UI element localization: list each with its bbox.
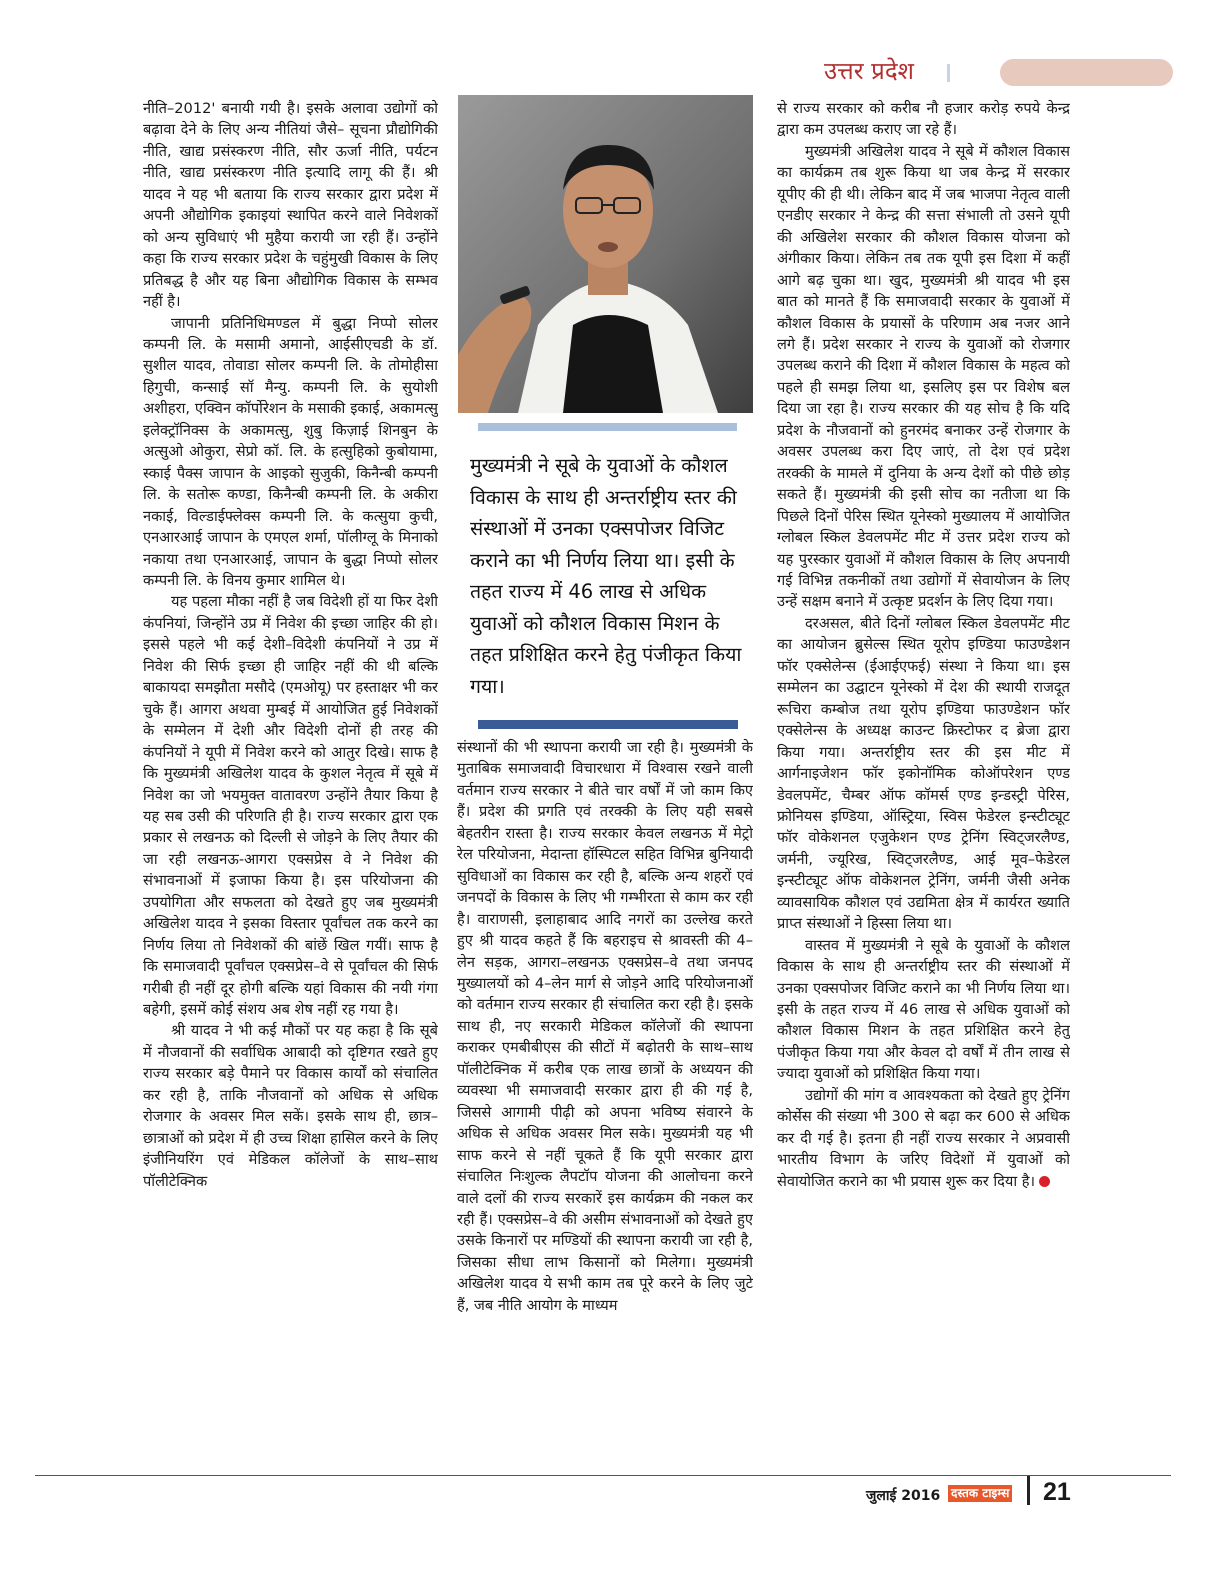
section-title: उत्तर प्रदेश <box>824 57 914 85</box>
article-column-3 <box>777 98 1070 1460</box>
footer-vertical-divider <box>1027 1476 1030 1505</box>
paragraph: यह पहला मौका नहीं है जब विदेशी हों या फिर देशी कंपनियां, जिन्होंने उप्र में निवेश की इच्छा जाहिर की हो। इससे पहले भी कई देशी–विदेशी कंपनियों ने उप्र में निवेश की सिर्फ इच्छा ही जाहिर नहीं की थी बल्कि बाकायदा समझौता मसौदे (एमओयू) पर हस्ताक्षर भी कर चुके हैं। आगरा अथवा मुम्बई में आयोजित हुई निवेशकों के सम्मेलन में देशी और विदेशी दोनों ही तरह की कंपनियों ने यूपी में निवेश करने को आतुर दिखे। साफ है कि मुख्यमंत्री अखिलेश यादव के कुशल नेतृत्व में सूबे में निवेश का जो भयमुक्त वातावरण उन्होंने तैयार किया है यह सब उसी की परिणति ही है। राज्य सरकार द्वारा एक प्रकार से लखनऊ को दिल्ली से जोड़ने के लिए तैयार की जा रही लखनऊ-आगरा एक्सप्रेस वे ने निवेश की संभावनाओं में इजाफा किया है। इस परियोजना की उपयोगिता और सफलता को देखते हुए जब मुख्यमंत्री अखिलेश यादव ने इसका विस्तार पूर्वांचल तक करने का निर्णय लिया तो निवेशकों की बांछें खिल गयीं। साफ है कि समाजवादी पूर्वांचल एक्सप्रेस–वे से पूर्वांचल की सिर्फ गरीबी ही नहीं दूर होगी बल्कि यहां विकास की नयी गंगा बहेगी, इसमें कोई संशय अब शेष नहीं रह गया है। <box>143 593 438 1019</box>
paragraph: से राज्य सरकार को करीब नौ हजार करोड़ रुपये केन्द्र द्वारा कम उपलब्ध कराए जा रहे हैं। <box>777 100 1070 139</box>
magazine-logo: दस्तक टाइम्स <box>948 1485 1012 1502</box>
paragraph: उद्योगों की मांग व आवश्यकता को देखते हुए ट्रेनिंग कोर्सेस की संख्या भी 300 से बढ़ा कर 600 से अधिक कर दी गई है। इतना ही नहीं राज्य सरकार ने अप्रवासी भारतीय विभाग के जरिए विदेशों में युवाओं को सेवायोजित कराने का भी प्रयास शुरू कर दिया है। <box>777 1086 1070 1190</box>
paragraph: संस्थानों की भी स्थापना करायी जा रही है। मुख्यमंत्री के मुताबिक समाजवादी विचारधारा में विश्वास रखने वाली वर्तमान राज्य सरकार ने बीते चार वर्षों में जो काम किए हैं। प्रदेश की प्रगति एवं तरक्की के लिए यही सबसे बेहतरीन रास्ता है। राज्य सरकार केवल लखनऊ में मेट्रो रेल परियोजना, मेदान्ता हॉस्पिटल सहित विभिन्न बुनियादी सुविधाओं का विकास कर रही है, बल्कि अन्य शहरों एवं जनपदों के विकास के लिए भी गम्भीरता से काम कर रही है। वाराणसी, इलाहाबाद आदि नगरों का उल्लेख करते हुए श्री यादव कहते हैं कि बहराइच से श्रावस्ती की 4–लेन सड़क, आगरा–लखनऊ एक्सप्रेस–वे तथा जनपद मुख्यालयों को 4–लेन मार्ग से जोड़ने आदि परियोजनाओं को वर्तमान राज्य सरकार ही संचालित करा रही है। इसके साथ ही, नए सरकारी मेडिकल कॉलेजों की स्थापना कराकर एमबीबीएस की सीटों में बढ़ोतरी के साथ–साथ पॉलीटेक्निक में करीब एक लाख छात्रों के अध्ययन की व्यवस्था भी समाजवादी सरकार द्वारा ही की गई है, जिससे आगामी पीढ़ी को अपना भविष्य संवारने के अधिक से अधिक अवसर मिल सके। मुख्यमंत्री यह भी साफ करने से नहीं चूकते हैं कि यूपी सरकार द्वारा संचालित निःशुल्क लैपटॉप योजना की आलोचना करने वाले दलों की राज्य सरकारें इस कार्यक्रम की नकल कर रही हैं। एक्सप्रेस–वे की असीम संभावनाओं को देखते हुए उसके किनारों पर मण्डियों की स्थापना करायी जा रही है, जिसका सीधा लाभ किसानों को मिलेगा। मुख्यमंत्री अखिलेश यादव ये सभी काम तब पूरे करने के लिए जुटे हैं, जब नीति आयोग के माध्यम <box>457 739 753 1314</box>
pull-quote <box>458 418 753 732</box>
paragraph: दरअसल, बीते दिनों ग्लोबल स्किल डेवलपमेंट मीट का आयोजन ब्रुसेल्स स्थित यूरोप इण्डिया फाउण्डेशन फॉर एक्सेलेन्स (ईआईएफई) संस्था ने किया था। इस सम्मेलन का उद्घाटन यूनेस्को में देश की स्थायी राजदूत रूचिरा कम्बोज तथा यूरोप इण्डिया फाउण्डेशन फॉर एक्सेलेन्स के अध्यक्ष काउन्ट क्रिस्टोफर द ब्रेजा द्वारा किया गया। अन्तर्राष्ट्रीय स्तर की इस मीट में आर्गनाइजेशन फॉर इकोनॉमिक कोऑपरेशन एण्ड डेवलपमेंट, चैम्बर ऑफ कॉमर्स एण्ड इन्डस्ट्री पेरिस, फ्रोनियस इण्डिया, ऑस्ट्रिया, स्विस फेडेरल इन्स्टीट्यूट फॉर वोकेशनल एजुकेशन एण्ड ट्रेनिंग स्विट्जरलैण्ड, जर्मनी, ज्यूरिख, स्विट्जरलैण्ड, आई मूव–फेडेरल इन्स्टीट्यूट ऑफ वोकेशनल ट्रेनिंग, जर्मनी जैसी अनेक व्यावसायिक कौशल एवं उद्यमिता क्षेत्र में कार्यरत ख्याति प्राप्त संस्थाओं ने हिस्सा लिया था। <box>777 614 1070 933</box>
title-divider <box>947 64 950 82</box>
paragraph: श्री यादव ने भी कई मौकों पर यह कहा है कि सूबे में नौजवानों की सर्वाधिक आबादी को दृष्टिगत रखते हुए राज्य सरकार बड़े पैमाने पर विकास कार्यों को संचालित कर रही है, ताकि नौजवानों को अधिक से अधिक रोजगार के अवसर मिल सकें। इसके साथ ही, छात्र–छात्राओं को प्रदेश में ही उच्च शिक्षा हासिल करने के लिए इंजीनियरिंग एवं मेडिकल कॉलेजों के साथ–साथ पॉलीटेक्निक <box>143 1022 438 1190</box>
footer-divider <box>35 1475 1171 1476</box>
paragraph: मुख्यमंत्री अखिलेश यादव ने सूबे में कौशल विकास का कार्यक्रम तब शुरू किया था जब केन्द्र में सरकार यूपीए की ही थी। लेकिन बाद में जब भाजपा नेतृत्व वाली एनडीए सरकार ने केन्द्र की सत्ता संभाली तो उसने यूपी की अखिलेश सरकार की कौशल विकास योजना को अंगीकार किया। लेकिन तब तक यूपी इस दिशा में कहीं आगे बढ़ चुका था। खुद, मुख्यमंत्री श्री यादव भी इस बात को मानते हैं कि समाजवादी सरकार के युवाओं में कौशल विकास के प्रयासों के परिणाम अब नजर आने लगे हैं। प्रदेश सरकार ने राज्य के युवाओं को रोजगार उपलब्ध कराने की दिशा में कौशल विकास के महत्व को पहले ही समझ लिया था, इसलिए इस पर विशेष बल दिया जा रहा है। राज्य सरकार की यह सोच है कि यदि प्रदेश के नौजवानों को हुनरमंद बनाकर उन्हें रोजगार के अवसर उपलब्ध करा दिए जाएं, तो देश एवं प्रदेश तरक्की के मामले में दुनिया के अन्य देशों को पीछे छोड़ सकते हैं। मुख्यमंत्री की इसी सोच का नतीजा था कि पिछले दिनों पेरिस स्थित यूनेस्को मुख्यालय में आयोजित ग्लोबल स्किल डेवलपमेंट मीट में उत्तर प्रदेश राज्य को यह पुरस्कार युवाओं में कौशल विकास के लिए अपनायी गई विभिन्न तकनीकों तथा उद्योगों में सेवायोजन के लिए उन्हें सक्षम बनाने में उत्कृष्ट प्रदर्शन के लिए दिया गया। <box>777 142 1070 611</box>
paragraph: जापानी प्रतिनिधिमण्डल में बुद्धा निप्पो सोलर कम्पनी लि. के मसामी अमानो, आईसीएचडी के डॉ. सुशील यादव, तोवाडा सोलर कम्पनी लि. के तोमोहीसा हिगुची, कन्साई सॉ मैन्यु. कम्पनी लि. के सुयोशी अशीहरा, एक्विन कॉर्पोरेशन के मसाकी इकाई, अकामत्सु इलेक्ट्रॉनिक्स के अकामत्सु, शुबु किज़ाई शिनबुन के अत्सुओ ओकुरा, सेप्रो कॉ. लि. के हत्सुहिको कुबोयामा, स्काई पैक्स जापान के आइको सुजुकी, किनैन्बी कम्पनी लि. के सतोरू कण्डा, किनैन्बी कम्पनी लि. के अकीरा नकाई, विल्डाईफ्लेक्स कम्पनी लि. के कत्सुया कुची, एनआरआई जापान के एमएल शर्मा, पॉलीग्लू के मिनाको नकाया तथा एनआरआई, जापान के बुद्धा निप्पो सोलर कम्पनी लि. के विनय कुमार शामिल थे। <box>143 314 438 589</box>
page-number: 21 <box>1043 1478 1071 1506</box>
paragraph: वास्तव में मुख्यमंत्री ने सूबे के युवाओं के कौशल विकास के साथ ही अन्तर्राष्ट्रीय स्तर की संस्थाओं में उनका एक्सपोजर विजिट कराने का भी निर्णय लिया था। इसी के तहत राज्य में 46 लाख से अधिक युवाओं को कौशल विकास मिशन के तहत प्रशिक्षित करने हेतु पंजीकृत किया गया और केवल दो वर्षों में तीन लाख से ज्यादा युवाओं को प्रशिक्षित किया गया। <box>777 936 1070 1083</box>
pull-quote-bottom-bar <box>478 720 738 729</box>
end-of-article-dot-icon <box>1039 1176 1050 1187</box>
pull-quote-top-bar <box>478 423 737 431</box>
paragraph: नीति–2012' बनायी गयी है। इसके अलावा उद्योगों को बढ़ावा देने के लिए अन्य नीतियां जैसे– सूचना प्रौद्योगिकी नीति, खाद्य प्रसंस्करण नीति, सौर ऊर्जा नीति, पर्यटन नीति, खाद्य प्रसंस्करण नीति इत्यादि लागू की हैं। श्री यादव ने यह भी बताया कि राज्य सरकार द्वारा प्रदेश में अपनी औद्योगिक इकाइयां स्थापित करने वाले निवेशकों को अन्य सुविधाएं भी मुहैया करायी जा रही हैं। उन्होंने कहा कि राज्य सरकार प्रदेश के चहुंमुखी विकास के लिए प्रतिबद्ध है और यह बिना औद्योगिक विकास के सम्भव नहीं है। <box>143 100 438 311</box>
header-decoration-pill <box>1000 59 1173 86</box>
article-photo <box>458 95 753 413</box>
issue-date: जुलाई 2016 <box>866 1488 941 1504</box>
pull-quote-text: मुख्यमंत्री ने सूबे के युवाओं के कौशल विकास के साथ ही अन्तर्राष्ट्रीय स्तर की संस्थाओं में उनका एक्सपोजर विजिट कराने का भी निर्णय लिया था। इसी के तहत राज्य में 46 लाख से अधिक युवाओं को कौशल विकास मिशन के तहत प्रशिक्षित करने हेतु पंजीकृत किया गया। <box>470 454 742 698</box>
article-column-2 <box>457 737 753 1460</box>
article-column-1 <box>143 98 438 1460</box>
photo-politician-speaking-icon <box>458 95 753 413</box>
